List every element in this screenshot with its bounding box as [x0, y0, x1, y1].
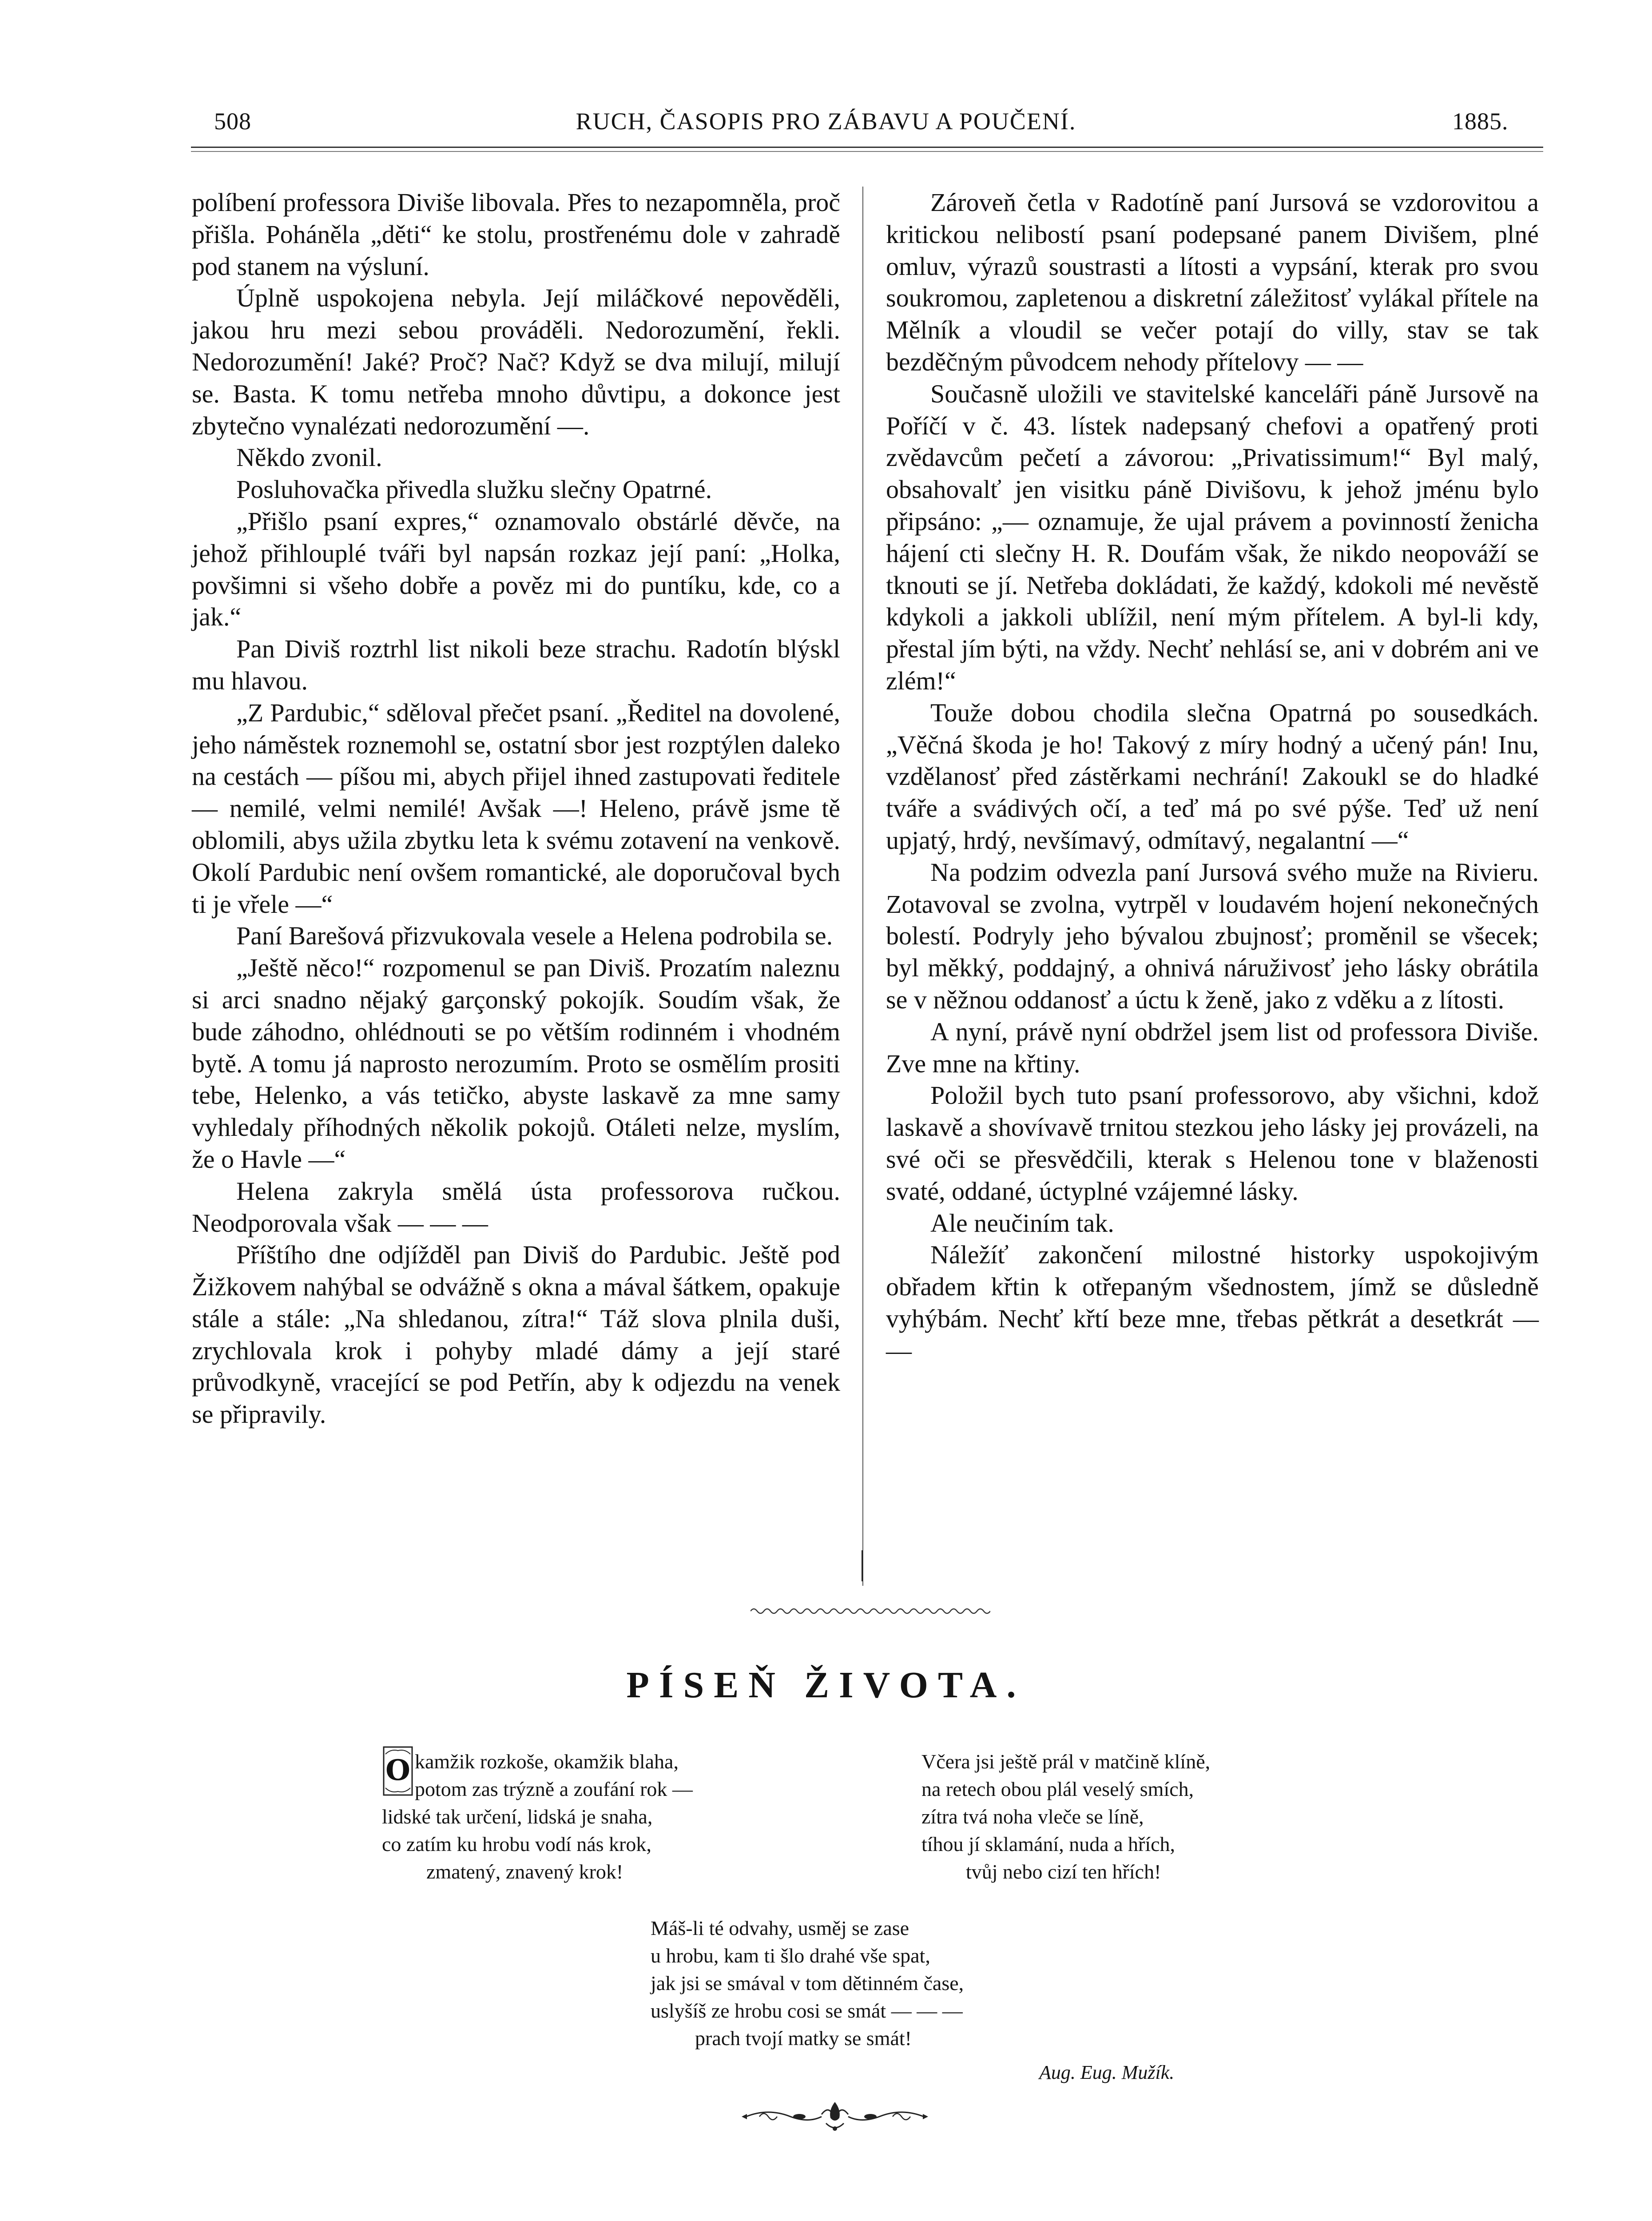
paragraph: A nyní, právě nyní obdržel jsem list od professora Diviše. Zve mne na křtiny. [886, 1017, 1539, 1078]
paragraph: Zároveň četla v Radotíně paní Jursová se vzdorovitou a kritickou nelibostí psaní podepsané panem Divišem, plné omluv, výrazů soustrasti a lítosti a vypsání, kterak pro svou soukromou, zapletenou a diskretní záležitosť vylákal přítele na Mělník a vloudil se večer potají do villy, stav se tak bezděčným původcem nehody přítelovy — — [886, 188, 1539, 376]
paragraph: „Ještě něco!“ rozpomenul se pan Diviš. Prozatím naleznu si arci snadno nějaký garçonský pokojík. Soudím však, že bude záhodno, ohlédnouti se po větším rodinném i vhodném bytě. A tomu já naprosto nerozumím. Proto se osmělím prositi tebe, Helenko, a vás tetičko, abyste laskavě za mne samy vyhledaly příhodných několik pokojů. Otáleti nelze, myslím, že o Havle —“ [192, 953, 840, 1174]
poem-line: na retech obou plál veselý smích, [921, 1778, 1194, 1800]
poem-line: Máš-li té odvahy, usměj se zase [651, 1917, 909, 1939]
stanza-3 [651, 1915, 964, 2052]
poem-line: tvůj nebo cizí ten hřích! [966, 1860, 1161, 1883]
paragraph: Helena zakryla smělá ústa professorova ručkou. Neodporovala však — — — [192, 1176, 840, 1238]
header-year: 1885. [1452, 108, 1509, 135]
poem-line: kamžik rozkoše, okamžik blaha, [415, 1750, 679, 1773]
header-rule [191, 147, 1543, 148]
poem-title: PÍSEŇ ŽIVOTA. [626, 1664, 1026, 1706]
paragraph: Touže dobou chodila slečna Opatrná po sousedkách. „Věčná škoda je ho! Takový z míry hodný a učený pán! Inu, vzdělanosť před zástěrkami nechrání! Zakoukl se do hladké tváře a svádivých očí, a teď má po své pýše. Teď už není upjatý, hrdý, nevšímavý, odmítavý, negalantní —“ [886, 698, 1539, 855]
poem-line: potom zas trýzně a zoufání rok — [415, 1778, 693, 1800]
stanza-2 [921, 1748, 1210, 1886]
paragraph: Někdo zvonil. [236, 443, 382, 472]
paragraph: Příštího dne odjížděl pan Diviš do Pardubic. Ještě pod Žižkovem nahýbal se odvážně s okna a mával šátkem, opakuje stále a stále: „Na shledanou, zítra!“ Táž slova plnila duši, zrychlovala krok i pohyby mladé dámy a její staré průvodkyně, vracející se pod Petřín, aby k odjezdu na venek se připravily. [192, 1240, 840, 1429]
poem-line: uslyšíš ze hrobu cosi se smát — — — [651, 1999, 963, 2022]
poem-line: prach tvojí matky se smát! [695, 2027, 912, 2050]
running-title: RUCH, ČASOPIS PRO ZÁBAVU A POUČENÍ. [576, 108, 1076, 135]
paragraph: Položil bych tuto psaní professorovo, aby všichni, kdož laskavě a shovívavě trnitou stezkou jeho lásky jej provázeli, na své oči se přesvědčili, kterak s Helenou tone v blaženosti svaté, oddané, úctyplné vzájemné lásky. [886, 1081, 1539, 1206]
poem-line: lidské tak určení, lidská je snaha, [382, 1805, 653, 1828]
paragraph: Pan Diviš roztrhl list nikoli beze strachu. Radotín blýskl mu hlavou. [192, 634, 840, 695]
poem-line: zmatený, znavený krok! [426, 1860, 623, 1883]
paragraph: Ale neučiním tak. [930, 1208, 1114, 1238]
paragraph: Na podzim odvezla paní Jursová svého muže na Rivieru. Zotavoval se zvolna, vytrpěl v loudavém hojení nekonečných bolestí. Podryly jeho bývalou zbujnosť; proměnil se všecek; byl měkký, poddajný, a ohnivá náruživosť jeho lásky obrátila se v něžnou oddanosť a úctu k ženě, jako z vděku a z lítosti. [886, 857, 1539, 1014]
poem-line: co zatím ku hrobu vodí nás krok, [382, 1833, 651, 1855]
poem-line: u hrobu, kam ti šlo drahé vše spat, [651, 1944, 930, 1967]
paragraph: Paní Barešová přizvukovala vesele a Helena podrobila se. [236, 921, 833, 951]
page-number: 508 [214, 108, 251, 135]
header-rule-thin [191, 151, 1543, 152]
stanza-1 [382, 1748, 693, 1886]
paragraph: Úplně uspokojena nebyla. Její miláčkové nepověděli, jakou hru mezi sebou prováděli. Nedorozumění, řekli. Nedorozumění! Jaké? Proč? Nač? Když se dva milují, milují se. Basta. K tomu netřeba mnoho důvtipu, a dokonce jest zbytečno vynalézati nedorozumění —. [192, 283, 840, 440]
column-end-mark [862, 1550, 863, 1581]
floral-ornament-icon [742, 2097, 928, 2137]
left-column [192, 187, 840, 1430]
paragraph: políbení professora Diviše libovala. Přes to nezapomněla, proč přišla. Poháněla „děti“ ke stolu, prostřenému dole v zahradě pod stanem na výsluní. [192, 188, 840, 281]
right-column [886, 187, 1539, 1366]
poem-line: tíhou jí sklamání, nuda a hřích, [921, 1833, 1175, 1855]
paragraph: Náležíť zakončení milostné historky uspokojivým obřadem křtin k otřepaným všednostem, jímž se důsledně vyhýbám. Nechť křtí beze mne, třebas pětkrát a desetkrát — — [886, 1240, 1539, 1365]
poem-line: zítra tvá noha vleče se líně, [921, 1805, 1144, 1828]
poem-line: jak jsi se smával v tom dětinném čase, [651, 1972, 964, 1994]
paragraph: „Přišlo psaní expres,“ oznamovalo obstárlé děvče, na jehož přihlouplé tváři byl napsán rozkaz její paní: „Holka, povšimni si všeho dobře a pověz mi do puntíku, kde, co a jak.“ [192, 506, 840, 632]
column-divider [862, 187, 863, 1586]
ornamental-initial-icon [382, 1745, 414, 1797]
paragraph: „Z Pardubic,“ sděloval přečet psaní. „Ředitel na dovolené, jeho náměstek roznemohl se, ostatní sbor jest rozptýlen daleko na cestách — píšou mi, abych přijel ihned zastupovati ředitele — nemilé, velmi nemilé! Avšak —! Heleno, právě jsme tě oblomili, abys užila zbytku leta k svému zotavení na venkově. Okolí Pardubic není ovšem romantické, ale doporučoval bych ti je vřele —“ [192, 698, 840, 919]
poem-author: Aug. Eug. Mužík. [1039, 2062, 1175, 2083]
paragraph: Současně uložili ve stavitelské kanceláři páně Jursově na Poříčí v č. 43. lístek nadepsaný chefovi a opatřený proti zvědavcům pečetí a závorou: „Privatissimum!“ Byl malý, obsahovalť jen visitku páně Divišovu, k jehož jménu bylo připsáno: „— oznamuje, že ujal právem a povinností ženicha hájení cti slečny H. R. Doufám však, že nikdo neopováží se tknouti se jí. Netřeba dokládati, že každý, kdokoli mé nevěstě kdykoli a jakkoli ublížil, není mým přítelem. A byl-li kdy, přestal jím býti, na vždy. Nechť nehlásí se, ani v dobrém ani ve zlém!“ [886, 379, 1539, 695]
paragraph: Posluhovačka přivedla služku slečny Opatrné. [236, 475, 712, 504]
poem-line: Včera jsi ještě prál v matčině klíně, [921, 1750, 1211, 1773]
wavy-divider-icon [751, 1604, 990, 1618]
dropcap-letter: O [385, 1754, 410, 1787]
